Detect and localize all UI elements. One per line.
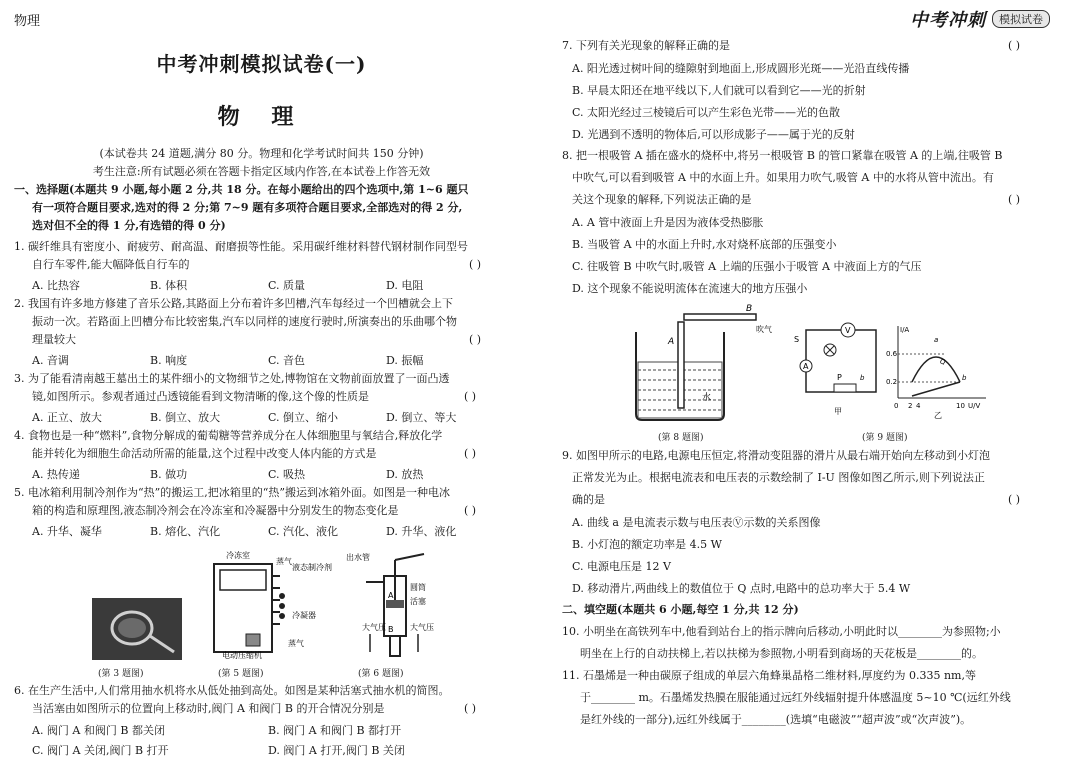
q8-line-1: 8. 把一根吸管 A 插在盛水的烧杯中,将另一根吸管 B 的管口紧靠在吸管 A 的上端,往吸管 B — [562, 149, 1003, 162]
q5-answer-paren: ( ) — [464, 504, 477, 517]
brand-banner — [910, 6, 1050, 32]
q8-option-c: C. 往吸管 B 中吹气时,吸管 A 上端的压强小于吸管 A 中液面上方的气压 — [572, 260, 922, 273]
compressor-box — [246, 634, 260, 646]
label-slider-p: P — [837, 373, 842, 382]
q7-line-1: 7. 下列有关光现象的解释正确的是 — [562, 39, 730, 52]
label-switch: S — [794, 335, 800, 344]
q2-answer-paren: ( ) — [469, 333, 482, 346]
tick-x-10: 10 — [956, 402, 965, 410]
q1-option-b: B. 体积 — [150, 279, 188, 292]
straw-a — [678, 322, 684, 408]
pump-handle — [395, 554, 424, 560]
q10-line-2: 明坐在上行的自动扶梯上,若以扶梯为参照物,小明看到商场的天花板是________的。 — [580, 647, 983, 660]
label-cylinder: 圆筒 — [410, 583, 426, 592]
q6-option-b: B. 阀门 A 和阀门 B 都打开 — [268, 724, 402, 737]
q4-option-c: C. 吸热 — [268, 468, 306, 481]
q11-line-3: 是红外线的一部分),远红外线属于________(选填“电磁波”“超声波”或“次声波”)。 — [580, 713, 972, 726]
curve-b-line — [912, 382, 960, 396]
q3-option-a: A. 正立、放大 — [32, 411, 102, 424]
caption-figure-8: (第 8 题图) — [658, 433, 704, 443]
q3-line-2: 镜,如图所示。参观者通过凸透镜能看到文物清晰的像,这个像的性质是 — [32, 390, 369, 403]
section-1-line-1: 一、选择题(本题共 9 小题,每小题 2 分,共 18 分。在每小题给出的四个选项中,第 1~6 题只 — [14, 183, 469, 196]
label-ammeter: A — [803, 362, 809, 371]
q7-option-b: B. 早晨太阳还在地平线以下,人们就可以看到它——光的折射 — [572, 84, 866, 97]
q2-line-3: 理量较大 — [32, 333, 76, 346]
q7-option-a: A. 阳光透过树叶间的缝隙射到地面上,形成圆形光斑——光沿直线传播 — [572, 62, 910, 75]
q6-option-a: A. 阀门 A 和阀门 B 都关闭 — [32, 724, 165, 737]
tick-x-4: 4 — [916, 402, 921, 410]
q4-option-d: D. 放热 — [386, 468, 424, 481]
q11-line-2: 于________ m。石墨烯发热膜在服能通过远红外线辐射提升体感温度 5~10 ℃(远红外线 — [580, 691, 1011, 704]
q4-option-b: B. 做功 — [150, 468, 188, 481]
exam-title: 中考冲刺模拟试卷(一) — [156, 52, 367, 76]
q7-answer-paren: ( ) — [1008, 39, 1021, 52]
q8-answer-paren: ( ) — [1008, 193, 1021, 206]
q2-line-1: 2. 我国有许多地方修建了音乐公路,其路面上分布着许多凹槽,汽车每经过一个凹槽就会上下 — [14, 297, 453, 310]
pump-piston — [386, 600, 404, 608]
label-outlet: 出水管 — [346, 553, 370, 562]
rheostat-symbol — [834, 384, 856, 392]
q9-option-d: D. 移动滑片,两曲线上的数值位于 Q 点时,电路中的总功率大于 5.4 W — [572, 582, 911, 595]
caption-figure-5: (第 5 题图) — [218, 669, 264, 679]
q2-option-b: B. 响度 — [150, 354, 188, 367]
q6-line-2: 当活塞由如图所示的位置向上移动时,阀门 A 和阀门 B 的开合情况分别是 — [32, 702, 385, 715]
label-valve-b: B — [388, 625, 394, 634]
label-pressure-right: 大气压 — [410, 623, 434, 632]
q9-line-3: 确的是 — [572, 493, 605, 506]
label-x-axis: U/V — [968, 402, 981, 410]
q3-option-b: B. 倒立、放大 — [150, 411, 221, 424]
q5-line-1: 5. 电冰箱利用制冷剂作为“热”的搬运工,把冰箱里的“热”搬运到冰箱外面。如图是一种电冰 — [14, 486, 450, 499]
freezer-box — [220, 570, 266, 590]
q9-answer-paren: ( ) — [1008, 493, 1021, 506]
q8-line-3: 关这个现象的解释,下列说法正确的是 — [572, 193, 752, 206]
brand-script: 中考冲刺 — [910, 10, 986, 31]
brand-tag: 模拟试卷 — [992, 10, 1050, 28]
curve-a-line — [912, 357, 960, 382]
q1-answer-paren: ( ) — [469, 258, 482, 271]
label-compressor: 电动压缩机 — [222, 651, 262, 660]
q2-option-d: D. 振幅 — [386, 354, 424, 367]
q5-option-b: B. 熔化、汽化 — [150, 525, 221, 538]
label-yi: 乙 — [934, 411, 942, 420]
q7-option-c: C. 太阳光经过三棱镜后可以产生彩色光带——光的色散 — [572, 106, 841, 119]
figure-3-lens-photo — [92, 598, 182, 660]
label-blow: 吹气 — [756, 325, 772, 334]
q8-line-2: 中吹气,可以看到吸管 A 中的水面上升。如果用力吹气,吸管 A 中的水将从管中流出。有 — [572, 171, 994, 184]
straw-b — [684, 314, 756, 320]
label-jia: 甲 — [834, 407, 842, 416]
figure-5-refrigerator — [206, 548, 332, 660]
label-valve-a: A — [388, 591, 394, 600]
condenser-coils — [272, 576, 280, 624]
label-liquid-refrigerant: 液态制冷剂 — [292, 563, 332, 572]
caption-figure-9: (第 9 题图) — [862, 433, 908, 443]
label-y-axis: I/A — [900, 326, 910, 334]
coil-dot-1 — [279, 593, 285, 599]
q3-option-c: C. 倒立、缩小 — [268, 411, 339, 424]
q2-line-2: 振动一次。若路面上凹槽分布比较密集,汽车以同样的速度行驶时,所演奏出的乐曲哪个物 — [32, 315, 457, 328]
coil-dot-3 — [279, 613, 285, 619]
section-1-line-3: 选对但不全的得 1 分,有选错的得 0 分) — [32, 219, 226, 232]
exam-note-2: 考生注意:所有试题必须在答题卡指定区域内作答,在本试卷上作答无效 — [92, 165, 431, 178]
figure-9-iu-graph — [886, 322, 992, 422]
figure-9-circuit — [794, 322, 886, 422]
fridge-body — [214, 564, 272, 652]
q5-option-a: A. 升华、凝华 — [32, 525, 102, 538]
q9-option-c: C. 电源电压是 12 V — [572, 560, 671, 573]
label-straw-b: B — [746, 304, 753, 314]
exam-subject: 物 理 — [217, 104, 306, 130]
q9-line-2: 正常发光为止。根据电流表和电压表的示数绘制了 I-U 图像如图乙所示,则下列说法正 — [572, 471, 985, 484]
q8-option-a: A. A 管中液面上升是因为液体受热膨胀 — [572, 216, 764, 229]
figure-8-beaker — [622, 302, 772, 424]
q4-line-2: 能并转化为细胞生命活动所需的能量,这个过程中改变人体内能的方式是 — [32, 447, 377, 460]
label-terminal-b: b — [860, 374, 865, 382]
label-steam-2: 蒸气 — [288, 639, 304, 648]
q11-line-1: 11. 石墨烯是一种由碳原子组成的单层六角蜂巢晶格二维材料,厚度约为 0.335 nm,等 — [562, 669, 976, 682]
q3-line-1: 3. 为了能看清南越王墓出土的某件细小的文物细节之处,博物馆在文物前面放置了一面凸透 — [14, 372, 450, 385]
q1-option-d: D. 电阻 — [386, 279, 424, 292]
tick-x-0: 0 — [894, 402, 899, 410]
caption-figure-6: (第 6 题图) — [358, 669, 404, 679]
caption-figure-3: (第 3 题图) — [98, 669, 144, 679]
q4-option-a: A. 热传递 — [32, 468, 80, 481]
label-curve-b: b — [962, 374, 967, 382]
q8-option-b: B. 当吸管 A 中的水面上升时,水对烧杯底部的压强变小 — [572, 238, 837, 251]
tick-y-0-2: 0.2 — [886, 378, 898, 386]
label-water: 水 — [702, 393, 712, 403]
label-voltmeter: V — [845, 326, 851, 335]
lens-glass — [118, 618, 146, 638]
tick-x-2: 2 — [908, 402, 913, 410]
q6-option-c: C. 阀门 A 关闭,阀门 B 打开 — [32, 744, 169, 757]
q6-option-d: D. 阀门 A 打开,阀门 B 关闭 — [268, 744, 405, 757]
q7-option-d: D. 光遇到不透明的物体后,可以形成影子——属于光的反射 — [572, 128, 855, 141]
exam-note-1: (本试卷共 24 道题,满分 80 分。物理和化学考试时间共 150 分钟) — [99, 147, 424, 160]
intake-pipe — [390, 636, 400, 656]
section-1-line-2: 有一项符合题目要求,选对的得 2 分;第 7~9 题有多项符合题目要求,全部选对的得 2 分, — [32, 201, 463, 214]
q5-line-2: 箱的构造和原理图,液态制冷剂会在冷冻室和冷凝器中分别发生的物态变化是 — [32, 504, 399, 517]
label-pressure-left: 大气压 — [362, 623, 386, 632]
q8-option-d: D. 这个现象不能说明流体在流速大的地方压强小 — [572, 282, 808, 295]
q3-answer-paren: ( ) — [464, 390, 477, 403]
label-curve-a: a — [934, 336, 939, 344]
q6-line-1: 6. 在生产生活中,人们常用抽水机将水从低处抽到高处。如图是某种活塞式抽水机的简图。 — [14, 684, 450, 697]
q10-line-1: 10. 小明坐在高铁列车中,他看到站台上的指示牌向后移动,小明此时以________为参照物;小 — [562, 625, 1001, 638]
q5-option-d: D. 升华、液化 — [386, 525, 457, 538]
label-condenser: 冷凝器 — [292, 611, 316, 620]
q1-line-1: 1. 碳纤维具有密度小、耐疲劳、耐高温、耐磨损等性能。采用碳纤维材料替代钢材制作同型号 — [14, 240, 468, 253]
label-piston: 活塞 — [410, 597, 426, 606]
q9-option-a: A. 曲线 a 是电流表示数与电压表Ⓥ示数的关系图像 — [572, 516, 821, 529]
circuit-loop — [806, 330, 876, 392]
q1-line-2: 自行车零件,能大幅降低自行车的 — [32, 258, 190, 271]
q9-line-1: 9. 如图甲所示的电路,电源电压恒定,将滑动变阻器的滑片从最右端开始向左移动到小灯泡 — [562, 449, 990, 462]
label-freezer: 冷冻室 — [226, 551, 250, 560]
q6-answer-paren: ( ) — [464, 702, 477, 715]
label-steam: 蒸气 — [276, 557, 292, 566]
label-straw-a: A — [668, 337, 675, 347]
q1-option-a: A. 比热容 — [32, 279, 80, 292]
q4-answer-paren: ( ) — [464, 447, 477, 460]
q2-option-a: A. 音调 — [32, 354, 69, 367]
q4-line-1: 4. 食物也是一种“燃料”,食物分解成的葡萄糖等营养成分在人体细胞里与氧结合,释放化学 — [14, 429, 443, 442]
tick-y-0-6: 0.6 — [886, 350, 898, 358]
figure-6-pump — [344, 548, 444, 660]
q2-option-c: C. 音色 — [268, 354, 306, 367]
q9-option-b: B. 小灯泡的额定功率是 4.5 W — [572, 538, 722, 551]
label-point-q: Q — [940, 358, 946, 366]
q3-option-d: D. 倒立、等大 — [386, 411, 457, 424]
q5-option-c: C. 汽化、液化 — [268, 525, 339, 538]
q1-option-c: C. 质量 — [268, 279, 306, 292]
coil-dot-2 — [279, 603, 285, 609]
subject-corner: 物理 — [14, 14, 41, 29]
section-2-heading: 二、填空题(本题共 6 小题,每空 1 分,共 12 分) — [562, 603, 799, 616]
